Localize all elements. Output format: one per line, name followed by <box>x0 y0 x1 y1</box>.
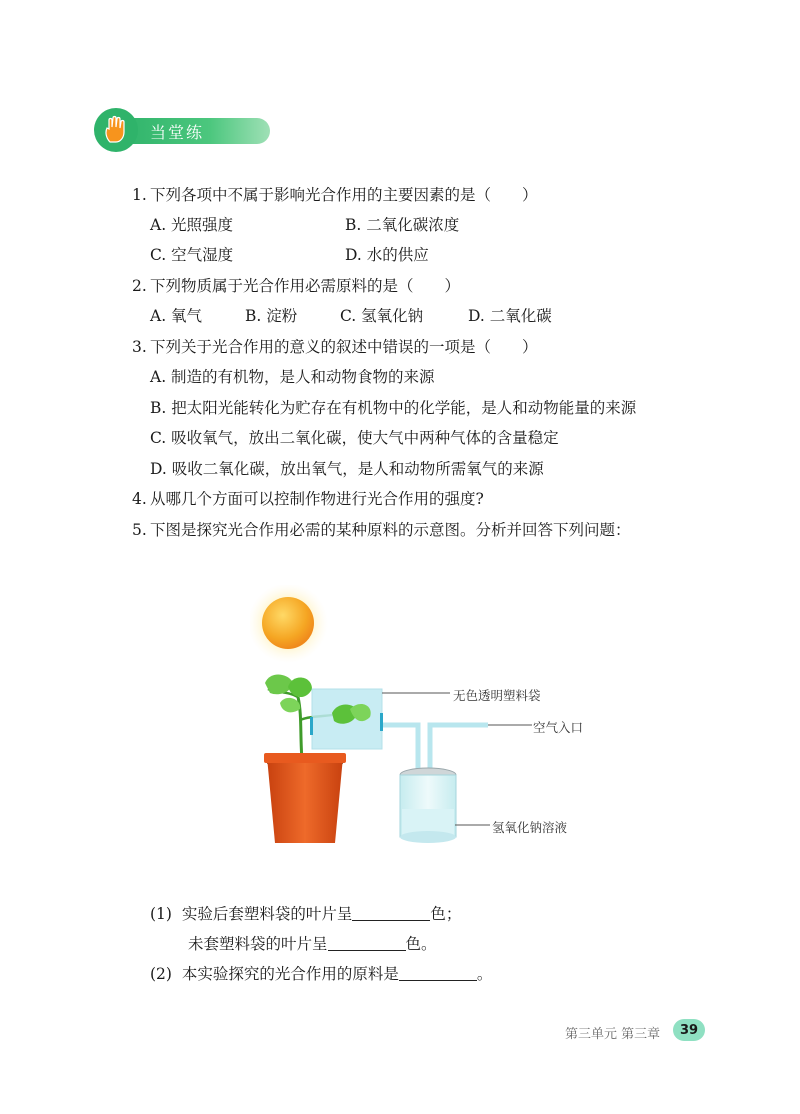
question-text: 下列物质属于光合作用必需原料的是（ ） <box>150 277 461 295</box>
option: D. 水的供应 <box>345 246 429 264</box>
question-4 <box>132 489 484 509</box>
sub-question-text: 色； <box>430 905 462 923</box>
option: B. 淀粉 <box>245 307 298 325</box>
flower-pot <box>267 757 343 843</box>
sun-icon <box>250 585 328 663</box>
question-5 <box>132 520 631 540</box>
question-text: 下列各项中不属于影响光合作用的主要因素的是（ ） <box>150 186 538 204</box>
hand-icon <box>94 108 138 152</box>
sub-question-text: 本实验探究的光合作用的原料是 <box>181 965 399 983</box>
label-bag: 无色透明塑料袋 <box>453 688 541 703</box>
option: C. 氢氧化钠 <box>340 307 424 325</box>
option: C. 吸收氧气，放出二氧化碳，使大气中两种气体的含量稳定 <box>150 429 559 447</box>
option: A. 光照强度 <box>150 216 234 234</box>
sub-question-1-line2 <box>188 934 437 954</box>
sub-question-number: (1) <box>150 905 172 923</box>
sub-question-text: 实验后套塑料袋的叶片呈 <box>181 905 353 923</box>
answer-blank <box>328 934 406 951</box>
question-text: 从哪几个方面可以控制作物进行光合作用的强度? <box>150 490 484 508</box>
answer-blank <box>352 904 430 921</box>
question-number: 4. <box>132 490 147 508</box>
page-number: 39 <box>673 1019 705 1041</box>
option: C. 空气湿度 <box>150 246 234 264</box>
option: D. 吸收二氧化碳，放出氧气，是人和动物所需氧气的来源 <box>150 460 544 478</box>
sub-question-text: 色。 <box>405 935 437 953</box>
option: B. 把太阳光能转化为贮存在有机物中的化学能，是人和动物能量的来源 <box>150 399 637 417</box>
sub-question-text: 。 <box>476 965 493 983</box>
option: D. 二氧化碳 <box>468 307 552 325</box>
sub-question-text: 未套塑料袋的叶片呈 <box>188 935 328 953</box>
sub-question-1 <box>150 904 461 924</box>
sub-question-number: (2) <box>150 965 172 983</box>
question-number: 3. <box>132 338 147 356</box>
option: A. 制造的有机物，是人和动物食物的来源 <box>150 368 435 386</box>
answer-blank <box>399 964 477 981</box>
question-number: 5. <box>132 521 147 539</box>
sub-question-2 <box>150 964 492 984</box>
question-2 <box>132 276 460 296</box>
question-text: 下图是探究光合作用必需的某种原料的示意图。分析并回答下列问题： <box>150 521 631 539</box>
question-3 <box>132 337 538 357</box>
question-number: 2. <box>132 277 147 295</box>
label-air-inlet: 空气入口 <box>533 720 584 735</box>
section-banner <box>94 108 274 152</box>
question-1 <box>132 185 538 205</box>
footer-chapter: 第三单元 第三章 <box>565 1027 661 1042</box>
option: A. 氧气 <box>150 307 203 325</box>
section-title: 当堂练 <box>150 123 205 142</box>
label-solution: 氢氧化钠溶液 <box>492 820 568 835</box>
question-number: 1. <box>132 186 147 204</box>
question-text: 下列关于光合作用的意义的叙述中错误的一项是（ ） <box>150 338 538 356</box>
option: B. 二氧化碳浓度 <box>345 216 460 234</box>
